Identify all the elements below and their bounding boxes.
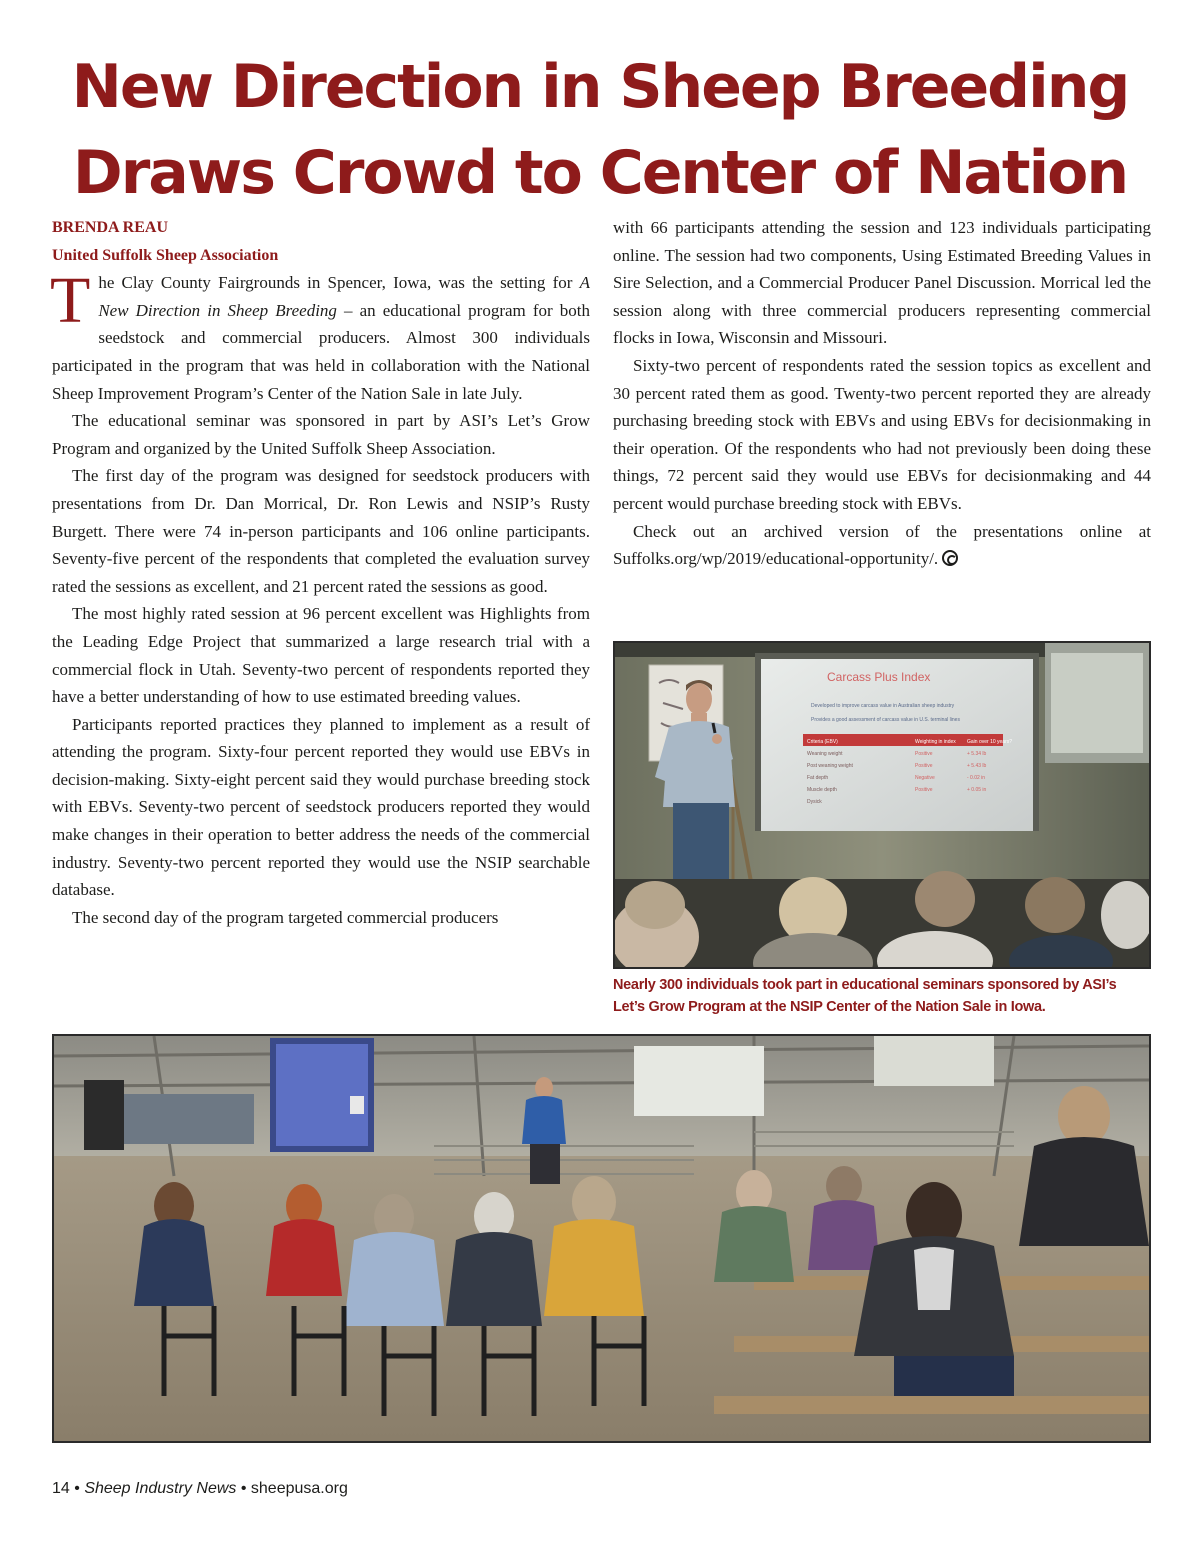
slide-table-cell: Negative: [915, 775, 935, 781]
slide-bullet-1: Developed to improve carcass value in Australian sheep industry: [811, 703, 955, 709]
arena-photo-illustration: [54, 1036, 1149, 1441]
paragraph-1: [50, 264, 590, 407]
slide-table-cell: Dysick: [807, 799, 822, 805]
footer-bullet-2: •: [240, 1480, 247, 1497]
slide-table-cell: Fat depth: [807, 775, 829, 781]
photo-caption: Nearly 300 individuals took part in educational seminars sponsored by ASI’s Let’s Grow Program at the NSIP Center of the Nation Sale in Iowa.: [613, 977, 1117, 1015]
program-title: A New Direction in Sheep Breeding: [98, 273, 590, 320]
slide-table-cell: Positive: [915, 751, 933, 757]
slide-table-header-cell: Gain over 10 years?: [967, 739, 1013, 745]
article-column-left: [52, 214, 590, 931]
paragraph-1-lead: he Clay County Fairgrounds in Spencer, Iowa, was the setting for: [98, 273, 580, 293]
slide-table-cell: Post weaning weight: [807, 763, 853, 769]
paragraph-8: [613, 518, 1151, 573]
headline-line-2: Draws Crowd to Center of Nation: [72, 138, 1128, 208]
end-mark-icon: [942, 550, 958, 566]
slide-table-cell: + 5.34 lb: [967, 751, 987, 757]
paragraph-3: The first day of the program was designed for seedstock producers with presentations from Dr. Dan Morrical, Dr. Ron Lewis and NSIP’s Rusty Burgett. There were 74 in-person participants and 106 online participants. Seventy-five percent of the respondents that completed the evaluation survey rated the sessions as excellent, and 21 percent rated the sessions as good.: [52, 466, 590, 596]
slide-table-cell: Weaning weight: [807, 751, 843, 757]
paragraph-2: The educational seminar was sponsored in part by ASI’s Let’s Grow Program and organized by the United Suffolk Sheep Association.: [52, 411, 590, 458]
slide-table-header-cell: Weighting in index: [915, 739, 956, 745]
author-affiliation: United Suffolk Sheep Association: [52, 246, 279, 264]
headline-line-1: New Direction in Sheep Breeding: [71, 52, 1129, 122]
footer-bullet-1: •: [74, 1480, 80, 1497]
page-footer: [52, 1480, 348, 1498]
slide-table-cell: - 0.02 in: [967, 775, 986, 781]
website-url: sheepusa.org: [250, 1480, 348, 1497]
page-number: 14: [52, 1480, 70, 1497]
article-headline: [40, 44, 1160, 216]
paragraph-8-text: Check out an archived version of the presentations online at Suffolks.org/wp/2019/educational-opportunity/.: [613, 521, 1151, 569]
photo-speaker-presentation: [613, 641, 1151, 969]
slide-bullet-2: Provides a good assessment of carcass value in U.S. terminal lines: [811, 717, 960, 723]
paragraph-7: Sixty-two percent of respondents rated the session topics as excellent and 30 percent rated them as good. Twenty-two percent reported they are already purchasing breeding stock with EBVs and using EBVs for decisionmaking in their operation. Of the respondents who had not previously been doing these things, 72 percent said they would use EBVs for decisionmaking and 44 percent would purchase breeding stock with EBVs.: [613, 355, 1151, 513]
paragraph-6-continued: with 66 participants attending the session and 123 individuals participating online. The session had two components, Using Estimated Breeding Values in Sire Selection, and a Commercial Producer Panel Discussion. Morrical led the session along with three commercial producers representing commercial flocks in Iowa, Wisconsin and Missouri.: [613, 218, 1151, 348]
publication-name: Sheep Industry News: [84, 1480, 237, 1497]
slide-table-cell: + 5.43 lb: [967, 763, 987, 769]
slide-title: Carcass Plus Index: [827, 670, 931, 684]
photo-arena-audience: [52, 1034, 1151, 1443]
article-column-right: [613, 214, 1151, 573]
paragraph-6: The second day of the program targeted commercial producers: [72, 907, 499, 927]
drop-cap: T: [50, 264, 91, 338]
paragraph-1-rest: – an educational program for both seedstock and commercial producers. Almost 300 individuals participated in the program that was held in collaboration with the National Sheep Improvement Program’s Center of the Nation Sale in late July.: [52, 300, 590, 403]
slide-table-cell: Positive: [915, 763, 933, 769]
paragraph-5: Participants reported practices they planned to implement as a result of attending the program. Sixty-four percent reported they would use EBVs in decision-making. Sixty-eight percent said they would purchase breeding stock with EBVs. Seventy-two percent of seedstock producers reported they would make changes in their operation to better address the needs of the commercial industry. Seventy-two percent reported they would use the NSIP searchable database.: [52, 714, 590, 900]
author-name: BRENDA REAU: [52, 219, 169, 236]
paragraph-4: The most highly rated session at 96 percent excellent was Highlights from the Leading Edge Project that summarized a large research trial with a commercial flock in Utah. Seventy-two percent of respondents reported they have a better understanding of how to use estimated breeding values.: [52, 604, 590, 707]
slide-table-cell: Positive: [915, 787, 933, 793]
slide-table-cell: + 0.05 in: [967, 787, 987, 793]
slide-table-cell: Muscle depth: [807, 787, 837, 793]
speaker-photo-illustration: [615, 643, 1149, 967]
slide-table-header-cell: Criteria (EBV): [807, 739, 838, 745]
